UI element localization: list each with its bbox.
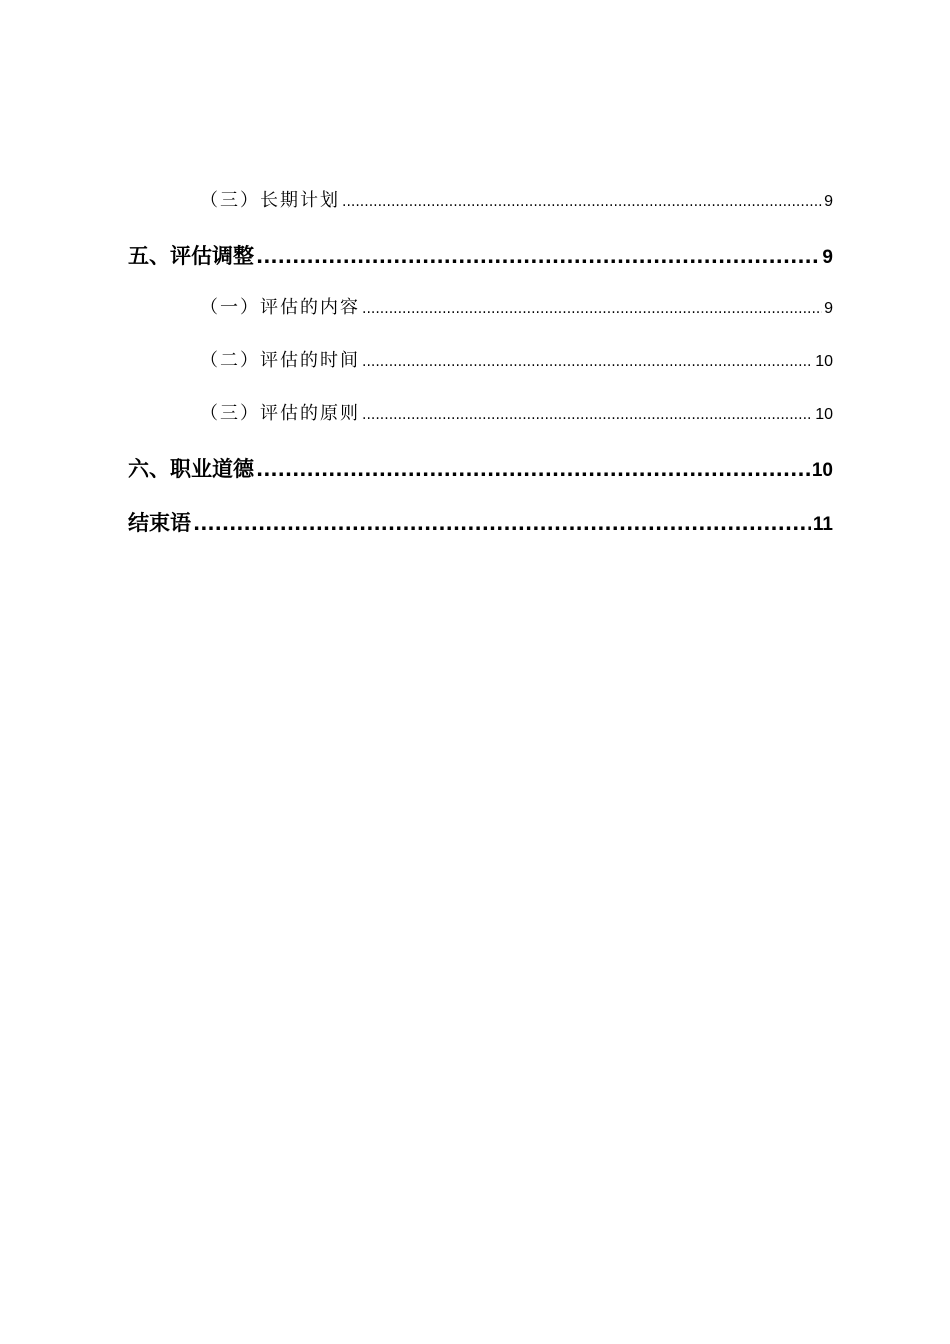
toc-entry-label: （二）评估的时间: [200, 350, 360, 371]
toc-leader-dots: [256, 246, 820, 268]
toc-leader-dots: [193, 513, 811, 535]
toc-entry-label: 六、职业道德: [128, 457, 254, 481]
toc-leader-dots: [362, 354, 813, 370]
toc-page-number: 9: [822, 247, 833, 268]
toc-entry-long-term-plan[interactable]: [128, 186, 833, 212]
toc-entry-label: 结束语: [128, 511, 191, 535]
toc-entry-label: （一）评估的内容: [200, 297, 360, 318]
toc-entry-label: （三）评估的原则: [200, 403, 360, 424]
toc-leader-dots: [362, 407, 813, 423]
toc-page-number: 9: [824, 300, 833, 317]
toc-entry-assessment-principles[interactable]: [128, 399, 833, 425]
toc-entry-conclusion[interactable]: [128, 507, 833, 537]
toc-entry-label: 五、评估调整: [128, 244, 254, 268]
toc-entry-assessment-adjustment[interactable]: [128, 240, 833, 270]
toc-leader-dots: [256, 459, 810, 481]
toc-page-number: 10: [815, 353, 833, 370]
toc-page-number: 9: [824, 193, 833, 210]
toc-entry-assessment-content[interactable]: [128, 293, 833, 319]
toc-page-number: 10: [815, 406, 833, 423]
toc-page-number: 11: [812, 514, 833, 535]
toc-leader-dots: [342, 194, 822, 210]
toc-leader-dots: [362, 301, 822, 317]
toc-entry-professional-ethics[interactable]: [128, 453, 833, 483]
toc-page-number: 10: [811, 460, 833, 481]
toc-entry-label: （三）长期计划: [200, 190, 340, 211]
toc-entry-assessment-time[interactable]: [128, 346, 833, 372]
